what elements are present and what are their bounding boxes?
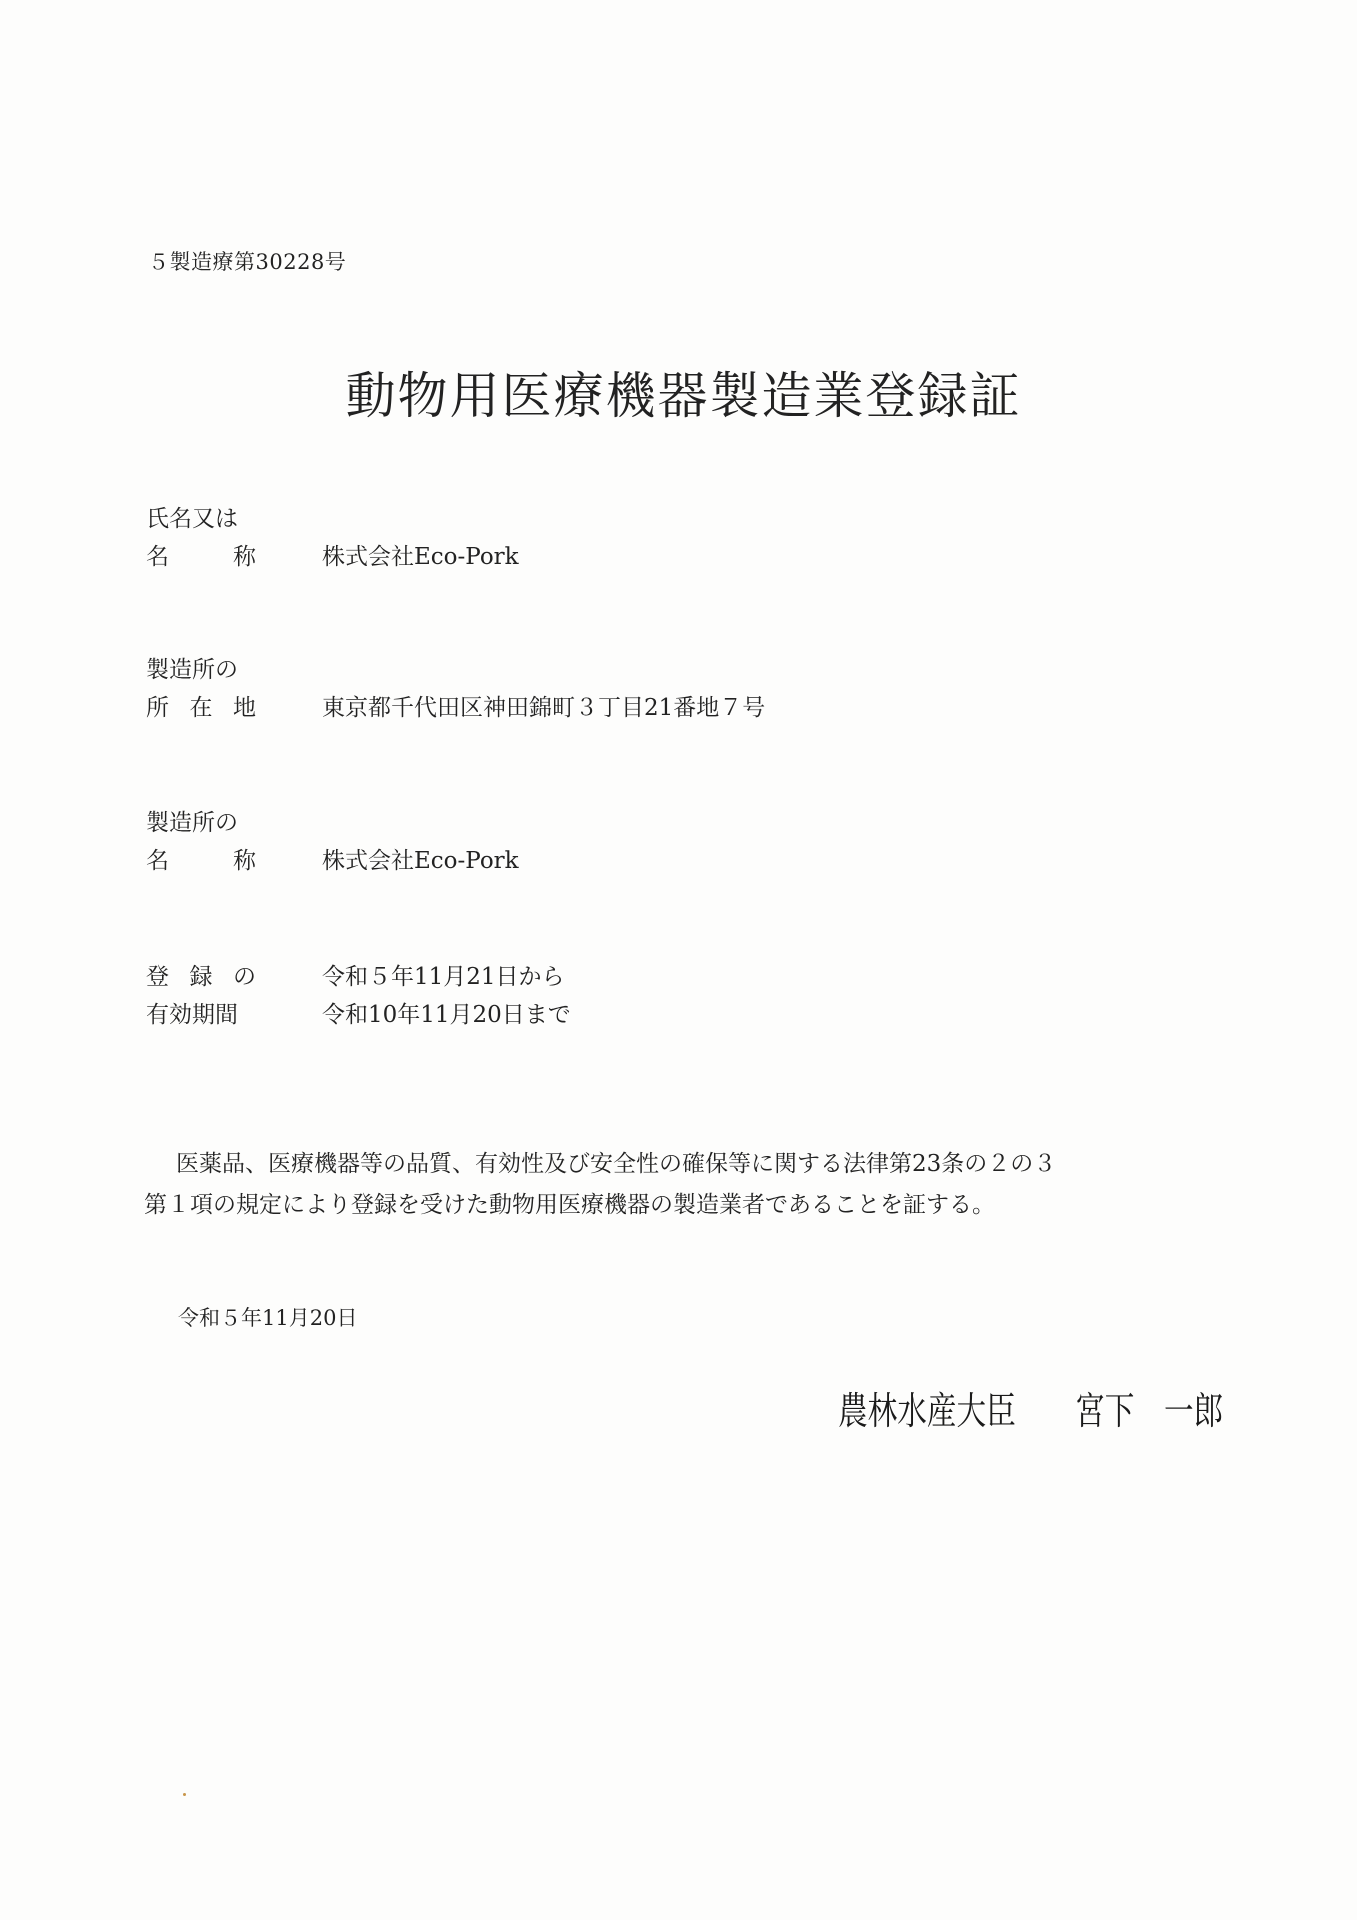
field-validity bbox=[146, 958, 571, 1034]
statement-line2: 第１項の規定により登録を受けた動物用医療機器の製造業者であることを証する。 bbox=[144, 1192, 995, 1218]
field-location-label-line1: 製造所の bbox=[146, 657, 238, 683]
field-location-label-line2: 所 在 地 bbox=[146, 695, 256, 721]
issue-date: 令和５年11月20日 bbox=[178, 1306, 358, 1330]
registration-number: ５製造療第30228号 bbox=[148, 250, 347, 274]
field-name-value: 株式会社Eco-Pork bbox=[322, 544, 519, 570]
certificate-title: 動物用医療機器製造業登録証 bbox=[345, 367, 1022, 425]
field-facility-name-value: 株式会社Eco-Pork bbox=[322, 848, 519, 874]
field-location-value: 東京都千代田区神田錦町３丁目21番地７号 bbox=[322, 695, 766, 721]
minister-signature: 農林水産大臣 宮下 一郎 bbox=[838, 1389, 1224, 1433]
certification-statement bbox=[144, 1144, 1224, 1226]
field-validity-to: 令和10年11月20日まで bbox=[322, 1002, 571, 1028]
paper-speck bbox=[183, 1793, 186, 1796]
field-name bbox=[146, 500, 519, 576]
field-name-label-line1: 氏名又は bbox=[146, 506, 238, 532]
statement-line1: 医薬品、医療機器等の品質、有効性及び安全性の確保等に関する法律第23条の２の３ bbox=[176, 1151, 1057, 1177]
field-name-label-line2: 名 称 bbox=[146, 544, 256, 570]
field-validity-from: 令和５年11月21日から bbox=[322, 964, 565, 990]
field-validity-label-line1: 登 録 の bbox=[146, 964, 256, 990]
field-location bbox=[146, 651, 765, 727]
field-facility-name-label-line1: 製造所の bbox=[146, 810, 238, 836]
field-validity-label-line2: 有効期間 bbox=[146, 1002, 238, 1028]
field-facility-name bbox=[146, 804, 519, 880]
field-facility-name-label-line2: 名 称 bbox=[146, 848, 256, 874]
